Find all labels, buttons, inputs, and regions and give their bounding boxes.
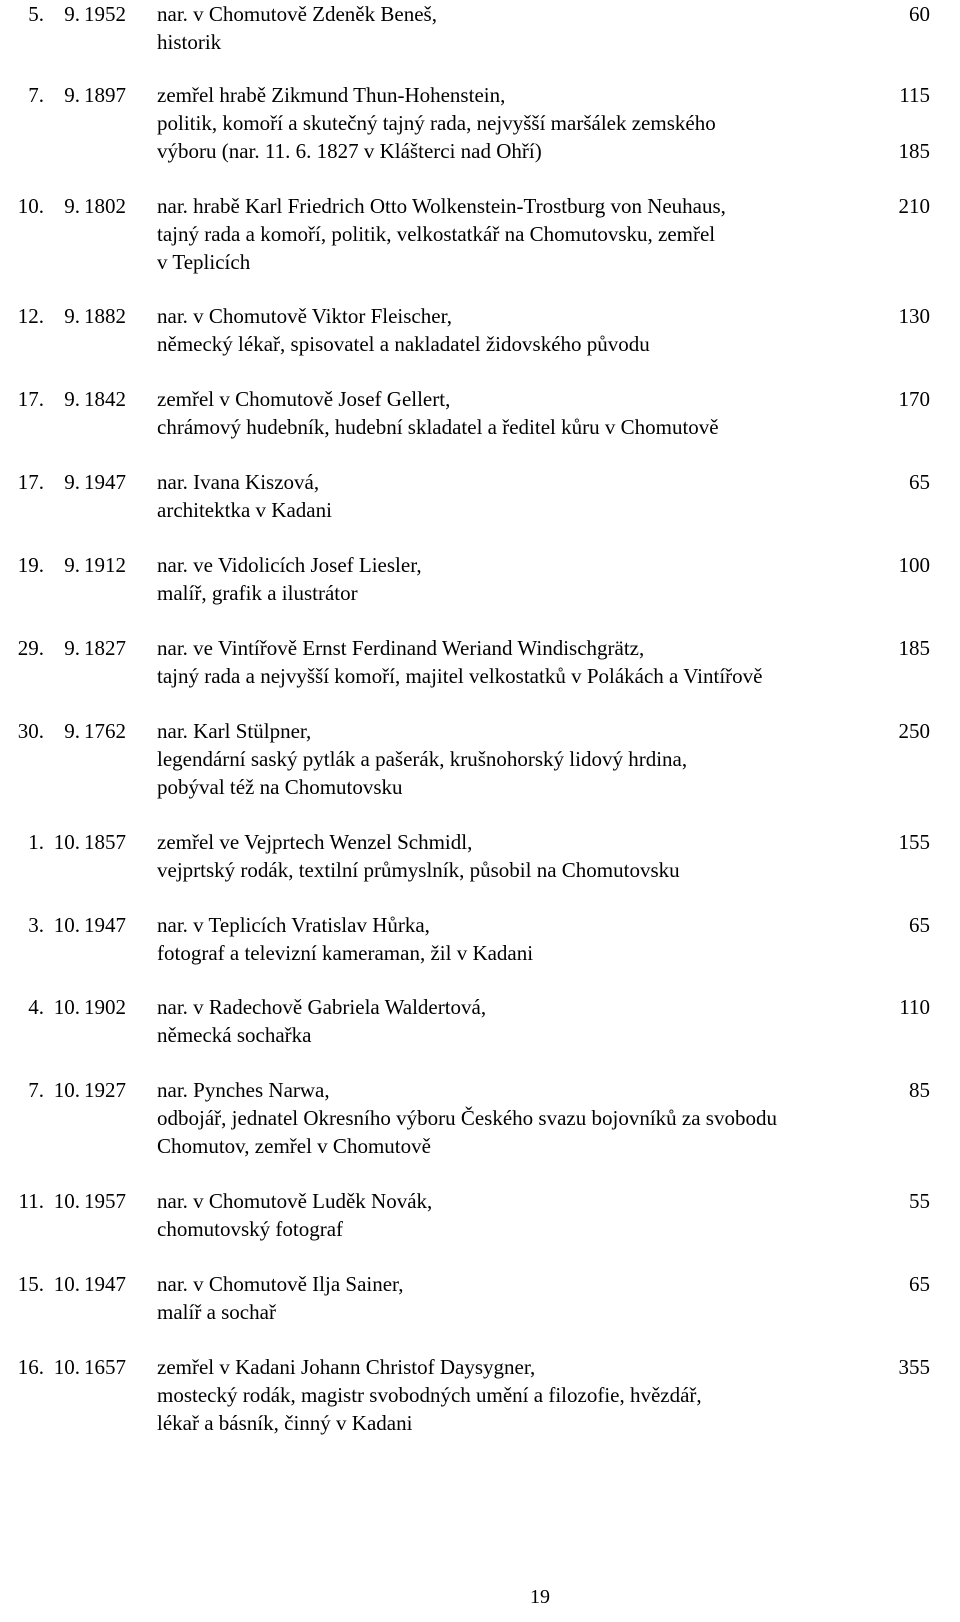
entry-line: nar. hrabě Karl Friedrich Otto Wolkenstein-Trostburg von Neuhaus, [157,194,726,218]
entry-day: 17. [17,470,44,494]
entry-number: 130 [898,304,930,328]
entry-month: 10. [53,995,80,1019]
entry-month: 9. [64,553,80,577]
entry-text [157,302,650,358]
entry-line: Chomutov, zemřel v Chomutově [157,1134,431,1158]
entry-line: nar. ve Vidolicích Josef Liesler, [157,553,422,577]
entry-day: 12. [17,304,44,328]
entry-line: nar. v Chomutově Viktor Fleischer, [157,304,452,328]
entry-line: nar. Pynches Narwa, [157,1078,330,1102]
entry-line: pobýval též na Chomutovsku [157,775,403,799]
entry-year: 1912 [84,553,126,577]
entry-month: 9. [64,194,80,218]
entry-text [157,192,726,276]
entry-line: mostecký rodák, magistr svobodných umění a filozofie, hvězdář, [157,1383,702,1407]
entry-month: 9. [64,83,80,107]
entry-day: 16. [17,1355,44,1379]
entry-line: politik, komoří a skutečný tajný rada, nejvyšší maršálek zemského [157,111,716,135]
entry-text [157,1353,702,1437]
entry-line: chrámový hudebník, hudební skladatel a ředitel kůru v Chomutově [157,415,719,439]
entry-year: 1882 [84,304,126,328]
entry-number: 55 [909,1189,930,1213]
entry-year: 1952 [84,2,126,26]
entry-day: 1. [28,830,44,854]
entry-line: nar. v Chomutově Ilja Sainer, [157,1272,404,1296]
entry-number: 65 [909,913,930,937]
entry-number: 100 [898,553,930,577]
entry-line: nar. ve Vintířově Ernst Ferdinand Weriand Windischgrätz, [157,636,645,660]
entry-number: 250 [898,719,930,743]
entry-month: 9. [64,387,80,411]
entry-line: nar. v Radechově Gabriela Waldertová, [157,995,487,1019]
entry-text [157,0,437,56]
entry-day: 10. [17,194,44,218]
entry-line: architektka v Kadani [157,498,332,522]
entry-day: 29. [17,636,44,660]
entry-year: 1657 [84,1355,126,1379]
entry-line: nar. v Chomutově Luděk Novák, [157,1189,433,1213]
page-number: 19 [530,1586,550,1608]
entry-day: 30. [17,719,44,743]
entry-number: 110 [899,995,930,1019]
entry-text [157,81,716,165]
entry-line: tajný rada a komoří, politik, velkostatkář na Chomutovsku, zemřel [157,222,716,246]
entry-day: 5. [28,2,44,26]
entry-line: vejprtský rodák, textilní průmyslník, působil na Chomutovsku [157,858,680,882]
entry-year: 1927 [84,1078,126,1102]
entry-day: 7. [28,83,44,107]
entry-year: 1827 [84,636,126,660]
entry-year: 1897 [84,83,126,107]
entry-line: fotograf a televizní kameraman, žil v Kadani [157,941,534,965]
entry-line: zemřel ve Vejprtech Wenzel Schmidl, [157,830,473,854]
entry-month: 9. [64,2,80,26]
entry-number: 65 [909,1272,930,1296]
entry-line: zemřel hrabě Zikmund Thun-Hohenstein, [157,83,506,107]
entry-month: 9. [64,470,80,494]
entry-month: 10. [53,1355,80,1379]
entry-line: německý lékař, spisovatel a nakladatel židovského původu [157,332,650,356]
entry-text [157,385,719,441]
entry-line: nar. Karl Stülpner, [157,719,312,743]
entry-text [157,634,762,690]
entry-month: 9. [64,719,80,743]
entry-day: 7. [28,1078,44,1102]
entry-number: 155 [898,830,930,854]
entry-line: v Teplicích [157,250,251,274]
entry-text [157,1270,403,1326]
entry-line: chomutovský fotograf [157,1217,344,1241]
entry-day: 4. [28,995,44,1019]
entry-day: 17. [17,387,44,411]
entry-line: legendární saský pytlák a pašerák, krušnohorský lidový hrdina, [157,747,688,771]
entry-month: 10. [53,1078,80,1102]
entry-number: 115 [899,83,930,107]
entry-text [157,1187,432,1243]
entry-text [157,468,332,524]
entry-year: 1957 [84,1189,126,1213]
entry-year: 1857 [84,830,126,854]
entry-line: nar. v Teplicích Vratislav Hůrka, [157,913,430,937]
entry-text [157,993,486,1049]
entry-line: odbojář, jednatel Okresního výboru Českého svazu bojovníků za svobodu [157,1106,777,1130]
entry-text [157,717,687,801]
entry-line: německá sochařka [157,1023,312,1047]
entry-line: tajný rada a nejvyšší komoří, majitel velkostatků v Polákách a Vintířově [157,664,763,688]
entry-line: výboru (nar. 11. 6. 1827 v Klášterci nad Ohří) [157,139,542,163]
entry-month: 10. [53,830,80,854]
entry-text [157,911,533,967]
entry-month: 10. [53,913,80,937]
entry-day: 15. [17,1272,44,1296]
entry-year: 1802 [84,194,126,218]
entry-line: lékař a básník, činný v Kadani [157,1411,413,1435]
entry-year: 1947 [84,470,126,494]
entry-year: 1947 [84,1272,126,1296]
entry-month: 9. [64,304,80,328]
entry-year: 1902 [84,995,126,1019]
entry-text [157,1076,777,1160]
entry-line: historik [157,30,222,54]
entry-month: 10. [53,1272,80,1296]
entry-number: 185 [898,636,930,660]
entry-day: 11. [18,1189,44,1213]
entry-number: 170 [898,387,930,411]
entry-text [157,551,422,607]
entry-year: 1947 [84,913,126,937]
entry-month: 9. [64,636,80,660]
entry-year: 1842 [84,387,126,411]
entry-day: 3. [28,913,44,937]
entry-number: 60 [909,2,930,26]
entry-number-secondary: 185 [898,139,930,163]
entry-line: zemřel v Chomutově Josef Gellert, [157,387,451,411]
entry-line: nar. v Chomutově Zdeněk Beneš, [157,2,437,26]
entry-year: 1762 [84,719,126,743]
entry-line: nar. Ivana Kiszová, [157,470,320,494]
entry-text [157,828,680,884]
entry-number: 65 [909,470,930,494]
entry-number: 85 [909,1078,930,1102]
entry-line: zemřel v Kadani Johann Christof Daysygner, [157,1355,536,1379]
entry-month: 10. [53,1189,80,1213]
entry-number: 355 [898,1355,930,1379]
entry-line: malíř, grafik a ilustrátor [157,581,358,605]
entry-line: malíř a sochař [157,1300,276,1324]
entry-number: 210 [898,194,930,218]
entry-day: 19. [17,553,44,577]
